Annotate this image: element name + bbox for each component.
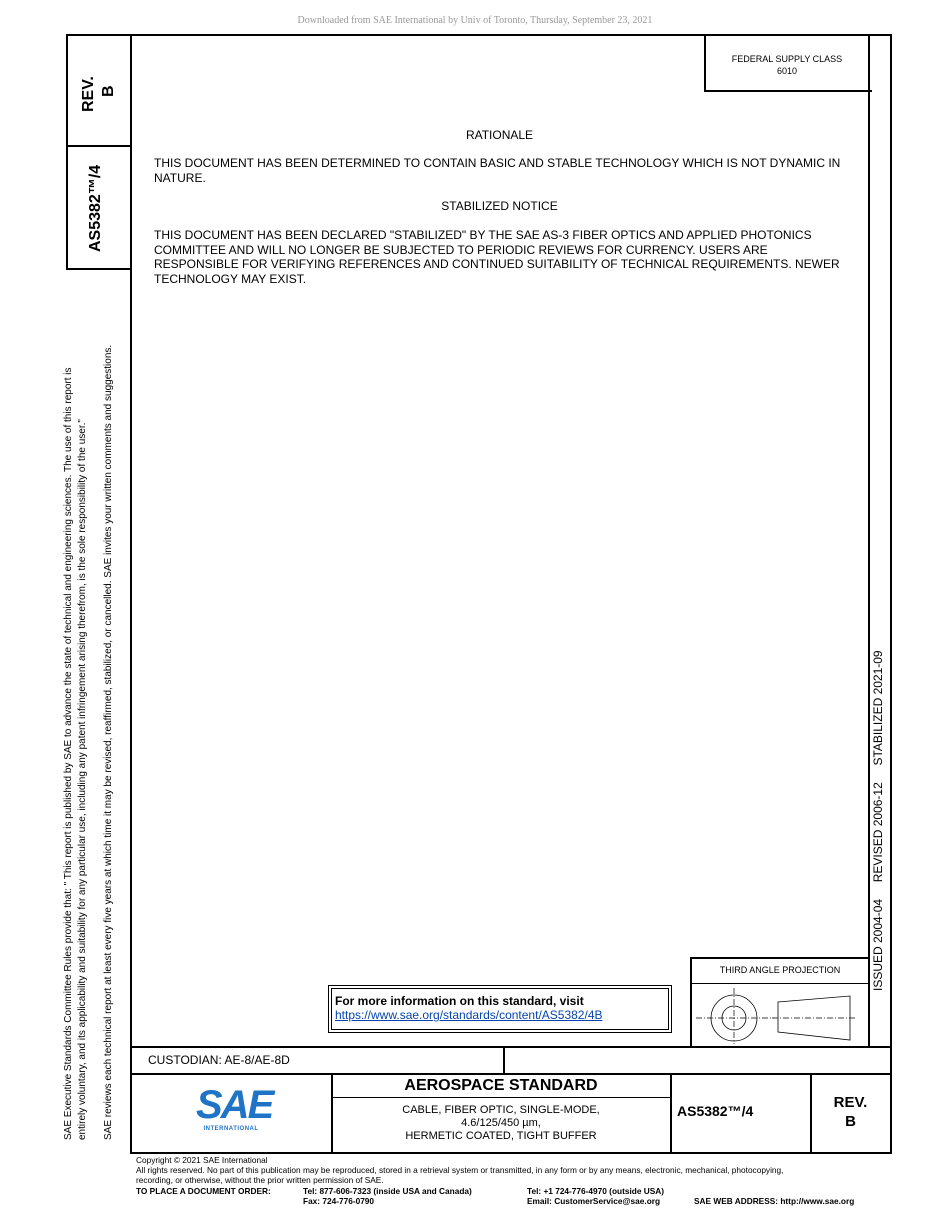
fsc-value: 6010 xyxy=(776,66,798,76)
title-line1: CABLE, FIBER OPTIC, SINGLE-MODE, xyxy=(402,1104,600,1116)
title-doc-number: AS5382™/4 xyxy=(677,1103,754,1119)
frame-top xyxy=(66,34,892,36)
tb-custodian-divider xyxy=(503,1046,505,1074)
footer-web[interactable]: SAE WEB ADDRESS: http://www.sae.org xyxy=(694,1196,855,1206)
title-line3: HERMETIC COATED, TIGHT BUFFER xyxy=(405,1130,597,1142)
frame-sidebar-divider-1 xyxy=(66,145,131,147)
sidebar-rules-line1: SAE Executive Standards Committee Rules provide that: " This report is published by SAE to advance the state of technical and engineering sciences. The use of this report is xyxy=(63,367,74,1140)
issue-dates: ISSUED 2004-04 REVISED 2006-12 STABILIZED 2021-09 xyxy=(871,650,885,991)
footer-email[interactable]: Email: CustomerService@sae.org xyxy=(527,1196,661,1206)
projection-symbol-icon xyxy=(692,984,868,1046)
footer-tel-usa: Tel: 877-606-7323 (inside USA and Canada) xyxy=(303,1186,472,1196)
stabilized-title: STABILIZED NOTICE xyxy=(441,199,558,213)
sidebar-rules-line2: entirely voluntary, and its applicability and suitability for any particular use, including any patent infringement arising therefrom, is the sole responsibility of the user." xyxy=(77,419,88,1140)
footer-rights-1: All rights reserved. No part of this publication may be reproduced, stored in a retrieval system or transmitted, in any form or by any means, electronic, mechanical, photocopying, xyxy=(136,1165,784,1175)
footer-fax: Fax: 724-776-0790 xyxy=(303,1196,375,1206)
sidebar-doc-number: AS5382™/4 xyxy=(87,164,104,252)
standard-link[interactable]: https://www.sae.org/standards/content/AS5382/4B xyxy=(335,1008,603,1022)
footer-tel-outside: Tel: +1 724-776-4970 (outside USA) xyxy=(527,1186,665,1196)
title-line2: 4.6/125/450 µm, xyxy=(461,1117,541,1129)
sae-logo-sub: INTERNATIONAL xyxy=(203,1126,259,1132)
rationale-title: RATIONALE xyxy=(465,128,534,142)
frame-left-outer xyxy=(66,34,68,270)
info-box xyxy=(328,985,672,1033)
sidebar-rev-value: B xyxy=(100,85,117,97)
rationale-text: THIS DOCUMENT HAS BEEN DETERMINED TO CONTAIN BASIC AND STABLE TECHNOLOGY WHICH IS NOT DYNAMIC IN NATURE. xyxy=(154,156,841,185)
download-note: Downloaded from SAE International by Univ of Toronto, Thursday, September 23, 2021 xyxy=(297,15,653,26)
stabilized-text: THIS DOCUMENT HAS BEEN DECLARED "STABILIZED" BY THE SAE AS-3 FIBER OPTICS AND APPLIED PHOTONICS COMMITTEE AND WILL NO LONGER BE SUBJECTED TO PERIODIC REVIEWS FOR CURRENCY. USERS ARE RESPONSIBLE FOR VERIFYING REFERENCES AND CONTINUED SUITABILITY OF TECHNICAL REQUIREMENTS. NEWER TECHNOLOGY MAY EXIST. xyxy=(154,228,840,286)
info-text: For more information on this standard, visit xyxy=(335,994,584,1008)
sidebar-rev-label: REV. xyxy=(80,76,97,112)
sidebar-rules-line3: SAE reviews each technical report at least every five years at which time it may be revised, reaffirmed, stabilized, or cancelled. SAE invites your written comments and suggestions. xyxy=(103,344,114,1140)
tb-custodian-bottom xyxy=(130,1073,892,1075)
tb-bottom xyxy=(130,1152,892,1154)
sae-logo xyxy=(196,1083,273,1137)
tb-heading-underline xyxy=(331,1097,671,1098)
footer-copyright: Copyright © 2021 SAE International xyxy=(136,1155,268,1165)
frame-sidebar-divider-2 xyxy=(66,268,131,270)
frame-right-outer xyxy=(890,34,892,1074)
frame-right-inner xyxy=(868,34,870,1046)
frame-fsc-bottom xyxy=(704,90,872,92)
proj-box-top xyxy=(690,957,870,959)
footer-rights-2: recording, or otherwise, without the prior written permission of SAE. xyxy=(136,1175,384,1185)
fsc-label: FEDERAL SUPPLY CLASS xyxy=(731,54,843,64)
heading: AEROSPACE STANDARD xyxy=(404,1077,598,1094)
projection-label: THIRD ANGLE PROJECTION xyxy=(719,965,841,975)
tb-right-edge xyxy=(890,1073,892,1153)
title-rev-value: B xyxy=(845,1113,856,1130)
custodian: CUSTODIAN: AE-8/AE-8D xyxy=(148,1053,290,1067)
tb-top xyxy=(130,1046,892,1048)
title-rev-label: REV. xyxy=(833,1094,868,1111)
sae-logo-text: SAE xyxy=(196,1083,273,1127)
footer-order-label: TO PLACE A DOCUMENT ORDER: xyxy=(136,1186,271,1196)
